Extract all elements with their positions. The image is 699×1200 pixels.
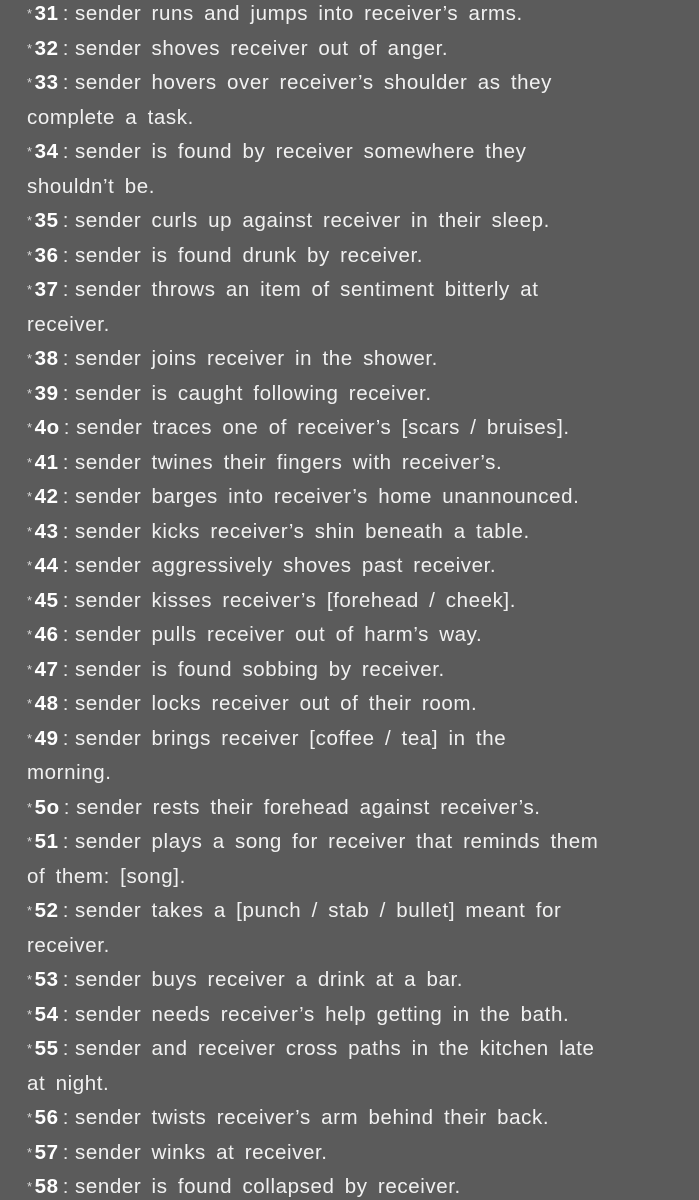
prompt-text: sender is found sobbing by receiver. <box>74 657 445 681</box>
prompt-text: sender traces one of receiver’s [scars / bruises]. <box>76 416 570 439</box>
prompt-number: 52 <box>34 899 59 922</box>
bullet-star-icon: * <box>27 661 33 677</box>
bullet-star-icon: * <box>27 903 33 918</box>
prompt-text: shouldn’t be. <box>27 174 156 198</box>
prompt-text: sender is found drunk by receiver. <box>74 243 424 267</box>
prompt-number: 37 <box>34 278 59 301</box>
separator: : <box>62 1140 69 1164</box>
prompt-text: sender throws an item of sentiment bitterly at <box>74 278 539 301</box>
prompt-number: 5o <box>34 795 60 819</box>
prompt-number: 48 <box>34 692 59 715</box>
separator: : <box>62 968 69 991</box>
prompt-item <box>27 894 691 929</box>
separator: : <box>62 485 69 508</box>
bullet-star-icon: * <box>27 454 33 470</box>
separator: : <box>62 519 69 543</box>
prompt-text: sender and receiver cross paths in the kitchen late <box>74 1037 595 1060</box>
prompt-item <box>27 825 691 860</box>
prompt-item <box>27 687 691 722</box>
prompt-item <box>27 998 691 1033</box>
prompt-continuation <box>27 101 691 136</box>
prompt-text: sender kicks receiver’s shin beneath a table. <box>74 519 530 543</box>
prompt-text: receiver. <box>27 933 110 957</box>
bullet-star-icon: * <box>27 558 33 573</box>
separator: : <box>62 1037 69 1060</box>
bullet-star-icon: * <box>27 6 33 21</box>
bullet-star-icon: * <box>27 1179 33 1194</box>
prompt-item <box>27 411 691 446</box>
prompt-number: 34 <box>34 140 59 163</box>
prompt-text: sender twines their fingers with receiver’s. <box>74 450 503 474</box>
prompt-number: 38 <box>34 347 59 370</box>
prompt-item <box>27 342 691 377</box>
prompt-number: 44 <box>34 554 59 577</box>
bullet-star-icon: * <box>27 1041 33 1056</box>
separator: : <box>62 1002 69 1026</box>
prompt-number: 42 <box>34 485 59 508</box>
prompt-text: sender winks at receiver. <box>74 1140 328 1164</box>
bullet-star-icon: * <box>27 1006 33 1022</box>
prompt-number: 49 <box>34 726 59 750</box>
prompt-number: 4o <box>34 416 60 439</box>
prompt-item <box>27 515 691 550</box>
prompt-number: 35 <box>34 209 59 232</box>
separator: : <box>62 657 69 681</box>
prompt-text: at night. <box>27 1071 110 1095</box>
prompt-text: sender is found by receiver somewhere they <box>74 140 527 163</box>
prompt-continuation <box>27 756 691 791</box>
prompt-text: sender hovers over receiver’s shoulder as they <box>74 71 552 94</box>
separator: : <box>62 140 69 163</box>
separator: : <box>62 554 69 577</box>
bullet-star-icon: * <box>27 972 33 987</box>
prompt-number: 54 <box>34 1002 59 1026</box>
prompt-item <box>27 0 691 32</box>
prompt-text: sender barges into receiver’s home unannounced. <box>74 485 580 508</box>
prompt-text: sender shoves receiver out of anger. <box>74 36 449 60</box>
prompt-number: 39 <box>34 381 59 405</box>
separator: : <box>62 71 69 94</box>
prompt-number: 31 <box>34 2 59 25</box>
prompt-item <box>27 239 691 274</box>
separator: : <box>62 381 69 405</box>
prompt-text: sender runs and jumps into receiver’s arms. <box>74 2 523 25</box>
prompt-text: sender buys receiver a drink at a bar. <box>74 968 464 991</box>
prompt-item <box>27 1170 691 1200</box>
bullet-star-icon: * <box>27 592 33 608</box>
prompt-number: 47 <box>34 657 59 681</box>
separator: : <box>62 726 69 750</box>
prompt-continuation <box>27 929 691 964</box>
separator: : <box>62 209 69 232</box>
separator: : <box>62 830 69 853</box>
prompt-text: sender locks receiver out of their room. <box>74 692 478 715</box>
prompt-item <box>27 963 691 998</box>
separator: : <box>62 1106 69 1129</box>
prompt-item <box>27 135 691 170</box>
prompt-continuation <box>27 308 691 343</box>
prompt-text: sender curls up against receiver in their sleep. <box>74 209 550 232</box>
prompt-item <box>27 1032 691 1067</box>
prompt-item <box>27 480 691 515</box>
prompt-text: sender takes a [punch / stab / bullet] meant for <box>74 899 562 922</box>
prompt-text: sender joins receiver in the shower. <box>74 347 438 370</box>
prompt-text: sender brings receiver [coffee / tea] in the <box>74 726 507 750</box>
prompt-text: morning. <box>27 761 112 784</box>
prompt-continuation <box>27 1067 691 1102</box>
prompt-text: sender twists receiver’s arm behind their back. <box>74 1106 550 1129</box>
prompt-number: 56 <box>34 1106 59 1129</box>
separator: : <box>62 692 69 715</box>
prompt-text: sender is caught following receiver. <box>74 381 432 405</box>
prompt-number: 43 <box>34 519 59 543</box>
prompt-text: of them: [song]. <box>27 864 186 888</box>
separator: : <box>62 278 69 301</box>
prompt-text: sender rests their forehead against receiver’s. <box>76 795 541 819</box>
bullet-star-icon: * <box>27 1110 33 1125</box>
prompt-item <box>27 32 691 67</box>
prompt-item <box>27 549 691 584</box>
bullet-star-icon: * <box>27 799 33 815</box>
prompt-number: 46 <box>34 623 59 646</box>
prompt-number: 41 <box>34 450 59 474</box>
bullet-star-icon: * <box>27 523 33 539</box>
prompt-text: sender aggressively shoves past receiver. <box>74 554 497 577</box>
prompt-item <box>27 618 691 653</box>
bullet-star-icon: * <box>27 420 33 435</box>
prompt-text: sender kisses receiver’s [forehead / cheek]. <box>74 588 517 612</box>
bullet-star-icon: * <box>27 385 33 401</box>
prompt-number: 51 <box>34 830 59 853</box>
bullet-star-icon: * <box>27 730 33 746</box>
prompt-text: sender plays a song for receiver that reminds them <box>74 830 599 853</box>
prompt-continuation <box>27 860 691 895</box>
prompt-item <box>27 377 691 412</box>
prompt-text: complete a task. <box>27 105 194 129</box>
separator: : <box>63 795 71 819</box>
bullet-star-icon: * <box>27 144 33 159</box>
bullet-star-icon: * <box>27 75 33 90</box>
prompt-item <box>27 273 691 308</box>
bullet-star-icon: * <box>27 282 33 297</box>
separator: : <box>62 588 69 612</box>
bullet-star-icon: * <box>27 213 33 228</box>
prompt-number: 36 <box>34 243 59 267</box>
prompt-number: 55 <box>34 1037 59 1060</box>
prompt-item <box>27 653 691 688</box>
prompt-number: 58 <box>34 1175 59 1198</box>
bullet-star-icon: * <box>27 489 33 504</box>
separator: : <box>62 899 69 922</box>
prompt-item <box>27 66 691 101</box>
prompt-item <box>27 1136 691 1171</box>
separator: : <box>62 2 69 25</box>
prompt-continuation <box>27 170 691 205</box>
bullet-star-icon: * <box>27 696 33 711</box>
separator: : <box>62 243 69 267</box>
prompt-text: sender pulls receiver out of harm’s way. <box>74 623 483 646</box>
bullet-star-icon: * <box>27 351 33 366</box>
bullet-star-icon: * <box>27 247 33 263</box>
prompt-item <box>27 1101 691 1136</box>
prompt-text: sender needs receiver’s help getting in the bath. <box>74 1002 570 1026</box>
bullet-star-icon: * <box>27 1144 33 1160</box>
prompt-number: 53 <box>34 968 59 991</box>
prompt-number: 32 <box>34 36 59 60</box>
bullet-star-icon: * <box>27 834 33 849</box>
separator: : <box>62 1175 69 1198</box>
separator: : <box>62 450 69 474</box>
separator: : <box>62 347 69 370</box>
prompt-number: 33 <box>34 71 59 94</box>
prompt-text: sender is found collapsed by receiver. <box>74 1175 461 1198</box>
prompt-number: 57 <box>34 1140 59 1164</box>
prompt-item <box>27 584 691 619</box>
separator: : <box>62 36 69 60</box>
prompt-item <box>27 446 691 481</box>
bullet-star-icon: * <box>27 40 33 56</box>
prompt-item <box>27 204 691 239</box>
separator: : <box>63 416 71 439</box>
prompt-item <box>27 722 691 757</box>
prompt-item <box>27 791 691 826</box>
prompt-text: receiver. <box>27 312 110 336</box>
prompt-number: 45 <box>34 588 59 612</box>
separator: : <box>62 623 69 646</box>
bullet-star-icon: * <box>27 627 33 642</box>
